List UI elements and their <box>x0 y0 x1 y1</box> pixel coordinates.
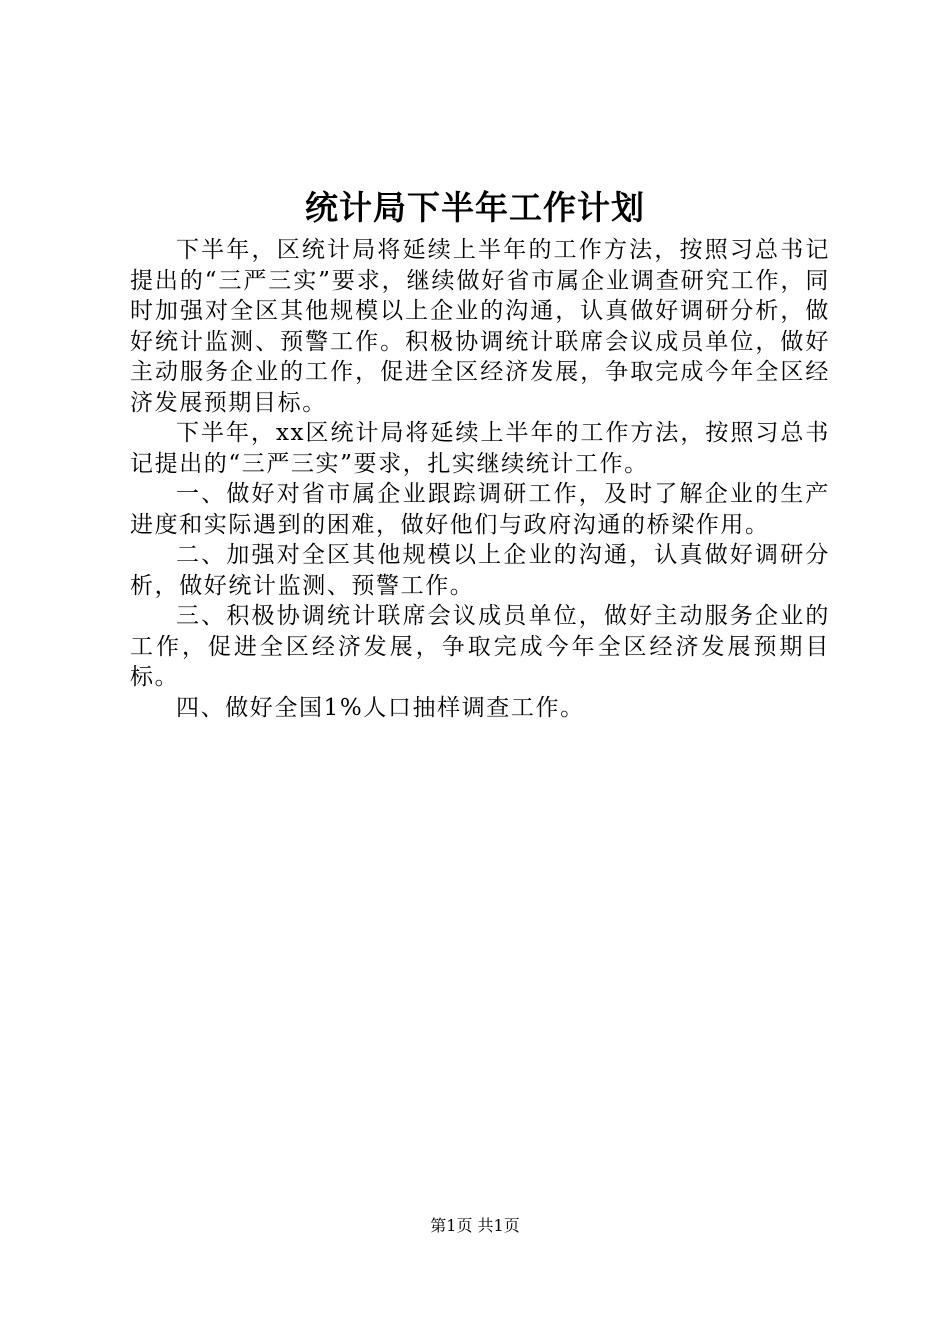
paragraph-intro: 下半年，区统计局将延续上半年的工作方法，按照习总书记提出的“三严三实”要求，继续做好省市属企业调查研究工作，同时加强对全区其他规模以上企业的沟通，认真做好调研分析，做好统计监测、预警工作。积极协调统计联席会议成员单位，做好主动服务企业的工作，促进全区经济发展，争取完成今年全区经济发展预期目标。 <box>130 237 830 416</box>
document-title: 统计局下半年工作计划 <box>305 188 645 227</box>
paragraph-item-2: 二、加强对全区其他规模以上企业的沟通，认真做好调研分析，做好统计监测、预警工作。 <box>130 542 830 599</box>
paragraph-item-4: 四、做好全国1%人口抽样调查工作。 <box>176 694 585 721</box>
document-body <box>130 235 830 723</box>
paragraph-summary: 下半年，xx区统计局将延续上半年的工作方法，按照习总书记提出的“三严三实”要求，扎实继续统计工作。 <box>130 420 830 477</box>
page-footer: 第1页 共1页 <box>430 1216 520 1235</box>
paragraph-item-3: 三、积极协调统计联席会议成员单位，做好主动服务企业的工作，促进全区经济发展，争取完成今年全区经济发展预期目标。 <box>130 603 830 690</box>
paragraph-item-1: 一、做好对省市属企业跟踪调研工作，及时了解企业的生产进度和实际遇到的困难，做好他们与政府沟通的桥梁作用。 <box>130 481 830 538</box>
